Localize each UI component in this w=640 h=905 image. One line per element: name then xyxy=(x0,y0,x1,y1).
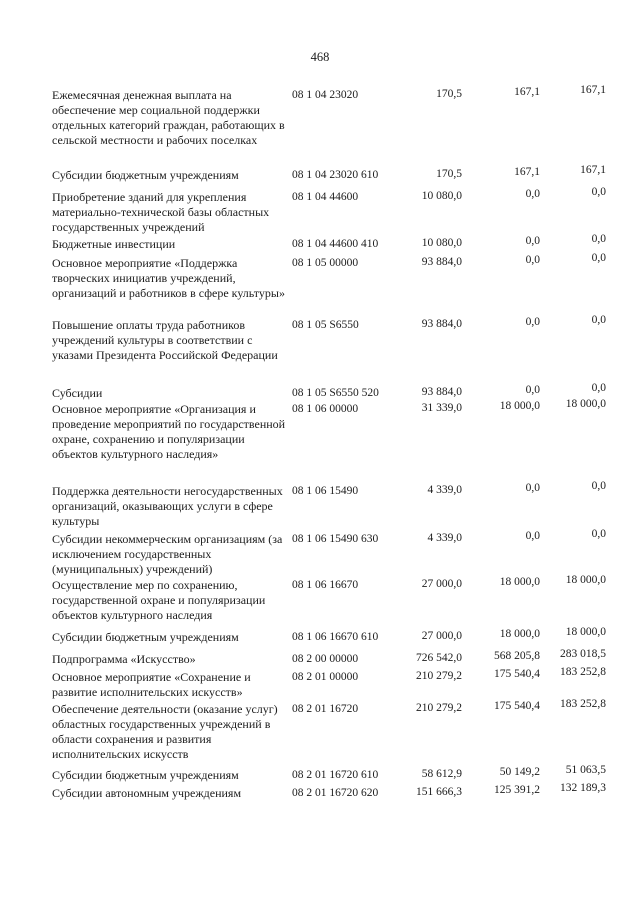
row-value-2: 175 540,4 xyxy=(494,700,540,712)
row-value-3: 18 000,0 xyxy=(565,626,606,638)
row-value-2: 175 540,4 xyxy=(494,668,540,680)
row-value-1: 210 279,2 xyxy=(416,702,462,714)
row-value-1: 93 884,0 xyxy=(421,318,462,330)
row-value-2: 0,0 xyxy=(525,482,540,494)
row-value-2: 0,0 xyxy=(525,316,540,328)
row-code: 08 1 05 S6550 xyxy=(292,319,359,331)
row-value-2: 568 205,8 xyxy=(494,650,540,662)
row-value-3: 0,0 xyxy=(591,252,606,264)
row-value-3: 0,0 xyxy=(591,480,606,492)
row-name: Субсидии бюджетным учреждениям xyxy=(52,168,239,182)
row-code: 08 2 00 00000 xyxy=(292,653,359,665)
row-value-1: 58 612,9 xyxy=(421,768,462,780)
row-code: 08 2 01 16720 610 xyxy=(292,769,379,781)
row-value-1: 151 666,3 xyxy=(416,786,462,798)
row-value-3: 0,0 xyxy=(591,186,606,198)
row-value-2: 0,0 xyxy=(525,530,540,542)
row-value-3: 167,1 xyxy=(580,164,606,176)
row-value-2: 0,0 xyxy=(525,188,540,200)
row-value-3: 0,0 xyxy=(591,382,606,394)
row-code: 08 2 01 16720 620 xyxy=(292,787,379,799)
row-value-2: 0,0 xyxy=(525,254,540,266)
row-value-2: 0,0 xyxy=(525,384,540,396)
row-value-2: 167,1 xyxy=(514,86,540,98)
row-code: 08 2 01 00000 xyxy=(292,671,359,683)
row-code: 08 1 06 00000 xyxy=(292,403,359,415)
row-name: Субсидии бюджетным учреждениям xyxy=(52,768,239,782)
row-code: 08 1 06 15490 xyxy=(292,485,359,497)
row-name: Обеспечение деятельности (оказание услуг) областных государственных учреждений в области сохранения и развития исполнительских искусств xyxy=(52,702,278,761)
row-value-1: 10 080,0 xyxy=(421,237,462,249)
row-value-1: 93 884,0 xyxy=(421,386,462,398)
row-value-3: 283 018,5 xyxy=(560,648,606,660)
row-value-2: 18 000,0 xyxy=(499,576,540,588)
row-value-3: 0,0 xyxy=(591,314,606,326)
row-value-1: 27 000,0 xyxy=(421,630,462,642)
row-value-3: 167,1 xyxy=(580,84,606,96)
row-value-1: 10 080,0 xyxy=(421,190,462,202)
row-value-3: 183 252,8 xyxy=(560,698,606,710)
row-name: Повышение оплаты труда работников учреждений культуры в соответствии с указами Президента Российской Федерации xyxy=(52,318,278,362)
row-value-1: 4 339,0 xyxy=(427,484,462,496)
row-code: 08 1 04 23020 xyxy=(292,89,359,101)
row-value-3: 0,0 xyxy=(591,233,606,245)
row-value-2: 0,0 xyxy=(525,235,540,247)
row-value-3: 183 252,8 xyxy=(560,666,606,678)
row-code: 08 1 04 23020 610 xyxy=(292,169,379,181)
row-name: Субсидии xyxy=(52,386,103,400)
row-value-1: 210 279,2 xyxy=(416,670,462,682)
row-value-1: 726 542,0 xyxy=(416,652,462,664)
row-code: 08 1 05 S6550 520 xyxy=(292,387,379,399)
row-value-1: 31 339,0 xyxy=(421,402,462,414)
row-value-3: 18 000,0 xyxy=(565,574,606,586)
row-value-3: 132 189,3 xyxy=(560,782,606,794)
row-name: Субсидии автономным учреждениям xyxy=(52,786,242,800)
row-name: Основное мероприятие «Поддержка творческих инициатив учреждений, организаций и работников в сфере культуры» xyxy=(52,256,285,300)
row-value-2: 125 391,2 xyxy=(494,784,540,796)
row-value-1: 27 000,0 xyxy=(421,578,462,590)
row-value-1: 4 339,0 xyxy=(427,532,462,544)
row-value-3: 51 063,5 xyxy=(565,764,606,776)
row-name: Осуществление мер по сохранению, государственной охране и популяризации объектов культурного наследия xyxy=(52,578,266,622)
row-value-1: 93 884,0 xyxy=(421,256,462,268)
row-name: Бюджетные инвестиции xyxy=(52,237,176,251)
row-code: 08 1 05 00000 xyxy=(292,257,359,269)
row-code: 08 2 01 16720 xyxy=(292,703,359,715)
row-value-3: 18 000,0 xyxy=(565,398,606,410)
row-code: 08 1 06 16670 610 xyxy=(292,631,379,643)
row-name: Приобретение зданий для укрепления материально-технической базы областных государственных учреждений xyxy=(52,190,270,234)
row-name: Подпрограмма «Искусство» xyxy=(52,652,196,666)
row-code: 08 1 04 44600 410 xyxy=(292,238,379,250)
row-value-1: 170,5 xyxy=(436,88,462,100)
row-value-3: 0,0 xyxy=(591,528,606,540)
row-name: Поддержка деятельности негосударственных организаций, оказывающих услуги в сфере культуры xyxy=(52,484,283,528)
row-name: Субсидии некоммерческим организациям (за исключением государственных (муниципальных) учреждений) xyxy=(52,532,283,576)
row-name: Ежемесячная денежная выплата на обеспечение мер социальной поддержки отдельных категорий граждан, работающих в сельской местности и рабочих поселках xyxy=(52,88,285,147)
row-name: Основное мероприятие «Организация и проведение мероприятий по государственной охране, сохранению и популяризации объектов культурного наследия» xyxy=(52,402,286,461)
row-value-2: 167,1 xyxy=(514,166,540,178)
row-code: 08 1 06 16670 xyxy=(292,579,359,591)
row-name: Субсидии бюджетным учреждениям xyxy=(52,630,239,644)
row-code: 08 1 04 44600 xyxy=(292,191,359,203)
row-value-2: 50 149,2 xyxy=(499,766,540,778)
row-value-2: 18 000,0 xyxy=(499,400,540,412)
row-name: Основное мероприятие «Сохранение и развитие исполнительских искусств» xyxy=(52,670,251,699)
row-value-1: 170,5 xyxy=(436,168,462,180)
page-number: 468 xyxy=(310,50,330,64)
row-code: 08 1 06 15490 630 xyxy=(292,533,379,545)
row-value-2: 18 000,0 xyxy=(499,628,540,640)
